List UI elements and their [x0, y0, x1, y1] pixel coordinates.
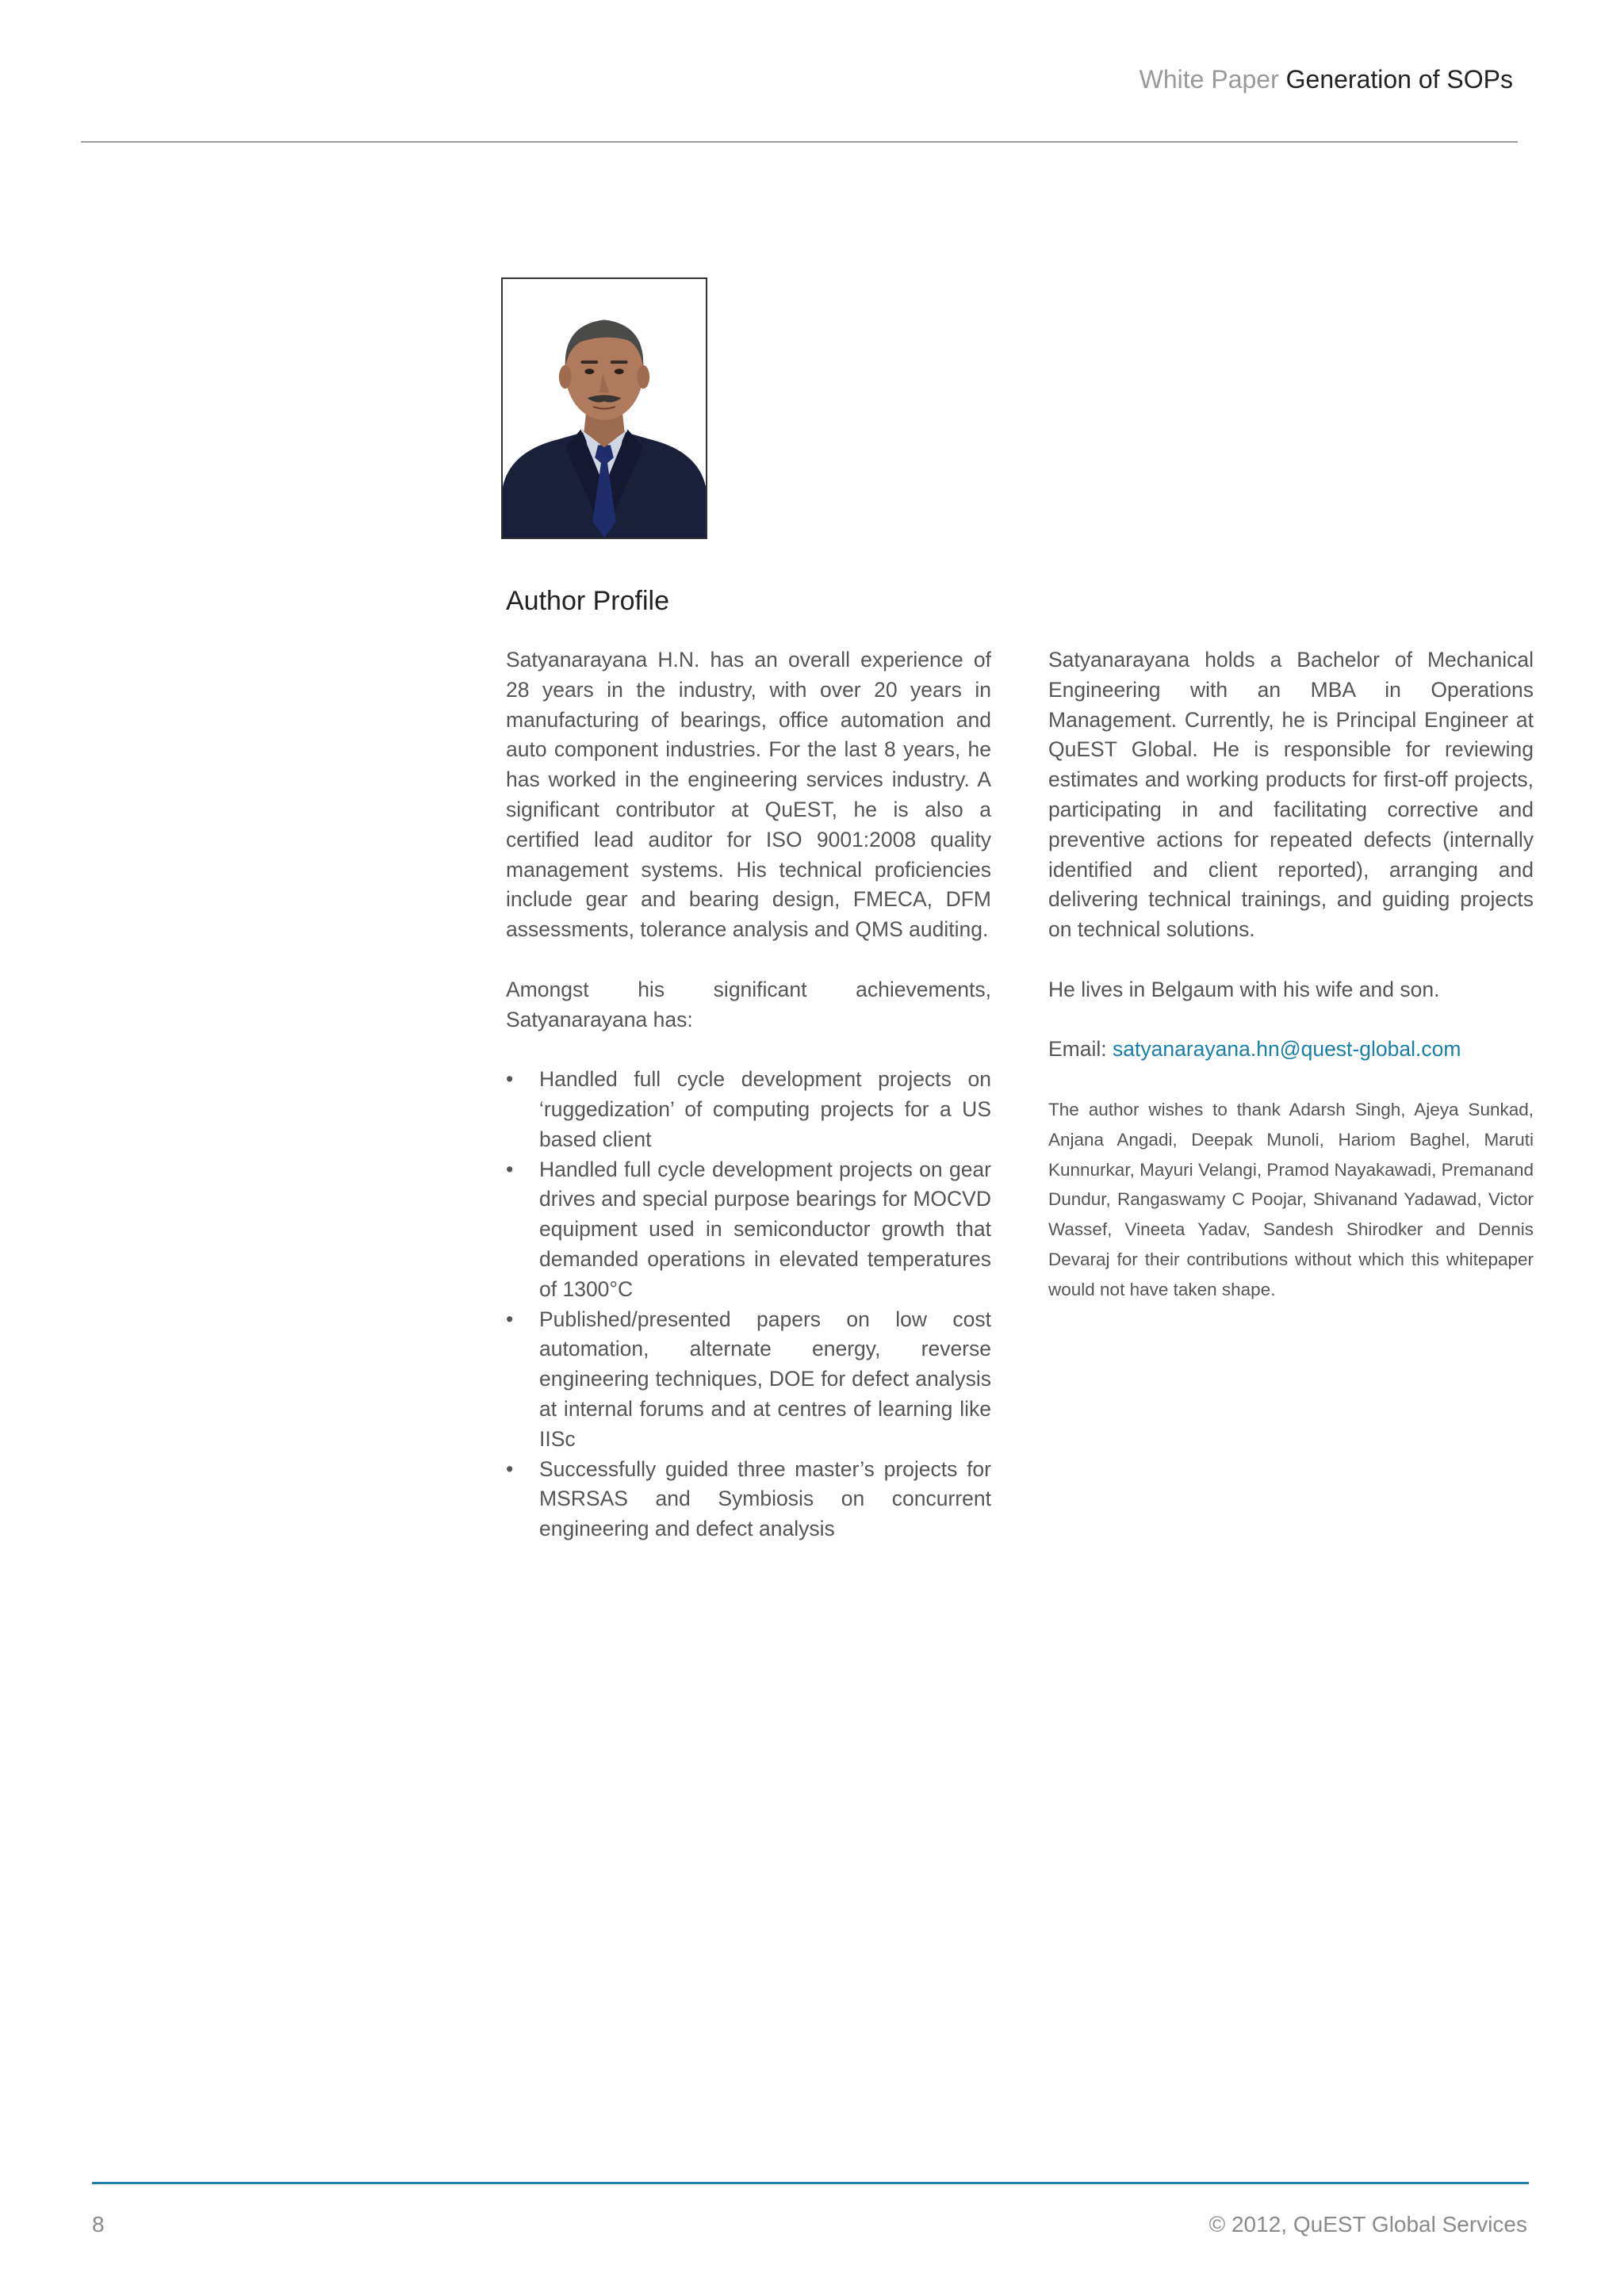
author-personal-paragraph: He lives in Belgaum with his wife and son. [1048, 977, 1440, 1001]
email-link[interactable]: satyanarayana.hn@quest-global.com [1113, 1037, 1461, 1062]
right-column [1048, 645, 1534, 1305]
list-item: • Handled full cycle development projects on ‘ruggedization’ of computing projects for a US based client [506, 1065, 991, 1154]
header-divider [81, 141, 1518, 143]
list-item: • Successfully guided three master’s projects for MSRSAS and Symbiosis on concurrent engineering and defect analysis [506, 1455, 991, 1544]
page-header [1139, 63, 1513, 95]
author-email-line [1048, 1035, 1534, 1065]
author-portrait-icon [503, 279, 706, 538]
copyright-notice: © 2012, QuEST Global Services [1208, 2212, 1527, 2237]
list-item: • Published/presented papers on low cost automation, alternate energy, reverse engineering techniques, DOE for defect analysis at internal forums and at centres of learning like IISc [506, 1305, 991, 1455]
list-item: • Handled full cycle development projects on gear drives and special purpose bearings for MOCVD equipment used in semiconductor growth that demanded operations in elevated temperatures of 1300°C [506, 1155, 991, 1305]
email-label: Email: [1048, 1037, 1107, 1062]
header-document-type: White Paper [1139, 65, 1279, 94]
achievements-intro-paragraph: Amongst his significant achievements, Satyanarayana has: [506, 977, 991, 1031]
page-number: 8 [92, 2212, 105, 2237]
header-document-title: Generation of SOPs [1285, 65, 1513, 94]
footer-divider [92, 2182, 1529, 2184]
author-experience-paragraph: Satyanarayana H.N. has an overall experience of 28 years in the industry, with over 20 years in manufacturing of bearings, office automation and auto component industries. For the last 8 years, he has worked in the engineering services industry. A significant contributor at QuEST, he is also a certified lead auditor for ISO 9001:2008 quality management systems. His technical proficiencies include gear and bearing design, FMECA, DFM assessments, tolerance analysis and QMS auditing. [506, 648, 991, 942]
acknowledgement-paragraph: The author wishes to thank Adarsh Singh, Ajeya Sunkad, Anjana Angadi, Deepak Munoli, Hariom Baghel, Maruti Kunnurkar, Mayuri Velangi, Pramod Nayakawadi, Premanand Dundur, Rangaswamy C Poojar, Shivanand Yadawad, Victor Wassef, Vineeta Yadav, Sandesh Shirodker and Dennis Devaraj for their contributions without which this whitepaper would not have taken shape. [1048, 1099, 1534, 1299]
achievements-list [506, 1065, 991, 1544]
author-photo [501, 277, 707, 539]
left-column [506, 645, 991, 1544]
section-heading-author-profile: Author Profile [506, 586, 669, 616]
author-education-paragraph: Satyanarayana holds a Bachelor of Mechanical Engineering with an MBA in Operations Management. Currently, he is Principal Engineer at QuEST Global. He is responsible for reviewing estimates and working products for first-off projects, participating in and facilitating corrective and preventive actions for repeated defects (internally identified and client reported), arranging and delivering technical trainings, and guiding projects on technical solutions. [1048, 648, 1534, 942]
